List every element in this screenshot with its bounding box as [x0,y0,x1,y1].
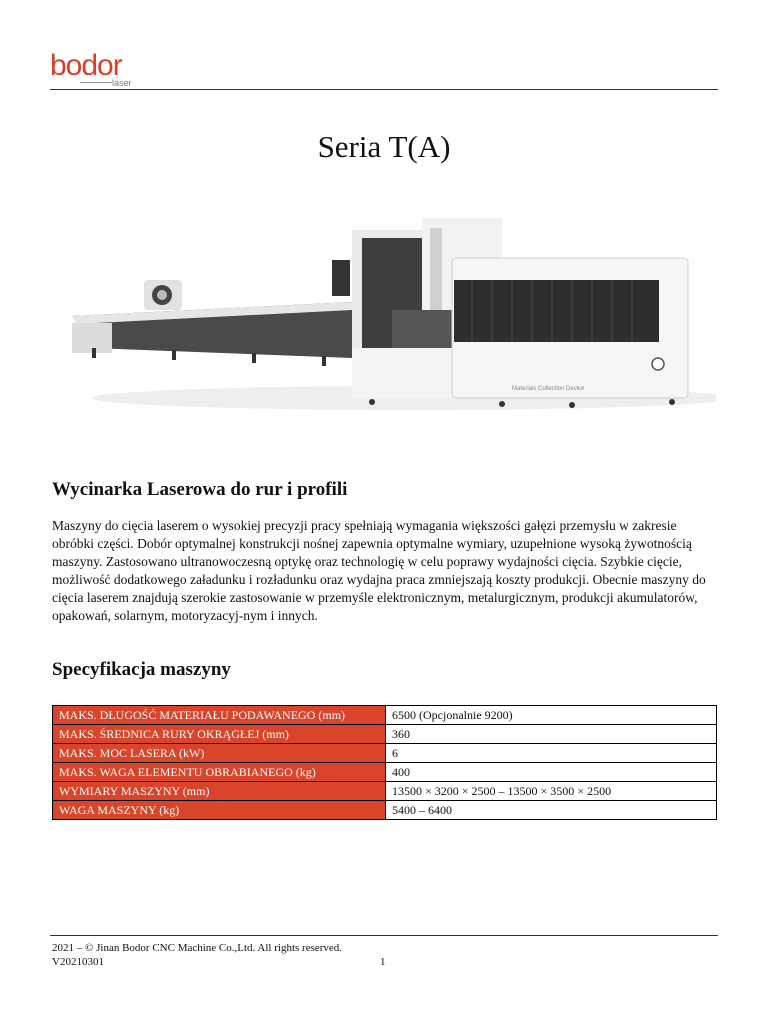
spec-table [52,705,717,820]
header-rule [50,89,718,90]
description-paragraph: Maszyny do cięcia laserem o wysokiej precyzji pracy spełniają wymagania większości gałęzi przemysłu w zakresie obróbki części. Dobór optymalnej konstrukcji nośnej zapewnia optymalne wymiary, uzupełnione wysoką żywotnością maszyny. Zastosowano ultranowoczesną optykę oraz technologię w celu poprawy wydajności cięcia. Szybkie cięcie, możliwość dodatkowego załadunku i rozładunku oraz wydajna praca zmniejszają koszty produkcji. Obecnie maszyny do cięcia laserem znajdują szerokie zastosowanie w przemyśle elektronicznym, metalurgicznym, produkcji akumulatorów, opakowań, solarnym, motoryzacyj-nym i innych. [52,518,706,623]
spec-value: 360 [386,725,717,744]
spec-value: 13500 × 3200 × 2500 – 13500 × 3500 × 2500 [386,782,717,801]
table-row [53,725,717,744]
page-title: Seria T(A) [317,129,451,164]
footer-rule [50,935,718,936]
spec-key: WAGA MASZYNY (kg) [53,801,386,820]
brand-logo [50,48,150,90]
table-row [53,763,717,782]
table-row [53,744,717,763]
spec-key: MAKS. WAGA ELEMENTU OBRABIANEGO (kg) [53,763,386,782]
spec-key: MAKS. MOC LASERA (kW) [53,744,386,763]
table-row [53,801,717,820]
table-row [53,782,717,801]
machine-photo [52,198,716,420]
spec-key: MAKS. DŁUGOŚĆ MATERIAŁU PODAWANEGO (mm) [53,706,386,725]
spec-value: 5400 – 6400 [386,801,717,820]
table-row [53,706,717,725]
brand-sub: laser [112,78,132,88]
spec-value: 400 [386,763,717,782]
footer-version: V20210301 [52,956,104,968]
logo-underline [80,82,112,83]
section-heading-machine: Wycinarka Laserowa do rur i profili [52,479,348,500]
page-number: 1 [380,956,386,968]
spec-value: 6 [386,744,717,763]
section-heading-spec: Specyfikacja maszyny [52,659,231,680]
footer [52,941,342,969]
footer-copyright: 2021 – © Jinan Bodor CNC Machine Co.,Ltd. All rights reserved. [52,942,343,954]
device-label: Materials Collection Device [512,386,585,392]
spec-key: WYMIARY MASZYNY (mm) [53,782,386,801]
brand-name: bodor [50,49,122,82]
spec-value: 6500 (Opcjonalnie 9200) [386,706,717,725]
spec-key: MAKS. ŚREDNICA RURY OKRĄGŁEJ (mm) [53,725,386,744]
